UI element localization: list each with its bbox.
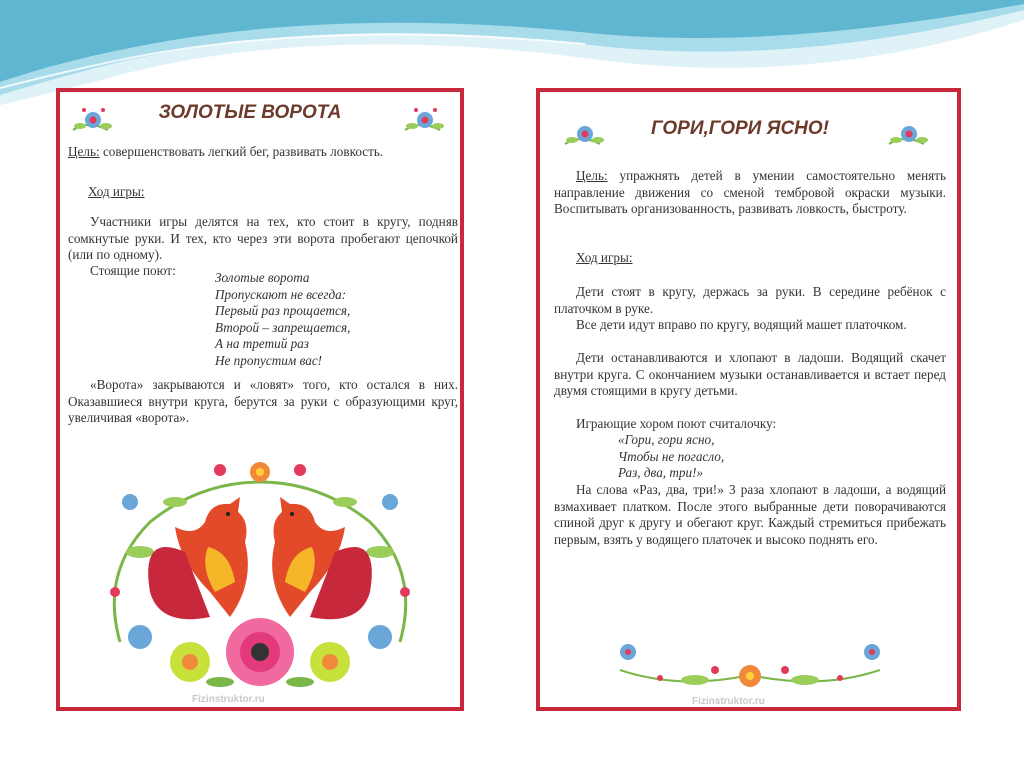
chant-block	[618, 432, 724, 482]
chant-intro: Играющие хором поют считалочку:	[576, 416, 777, 431]
poem-line: Первый раз прощается,	[215, 303, 351, 318]
rules-paragraph-1: Дети стоят в кругу, держась за руки. В середине ребёнок с платочком в руке.	[554, 284, 946, 316]
course-label: Ход игры:	[576, 250, 633, 265]
flower-ornament-icon	[560, 114, 610, 156]
poem-line: Золотые ворота	[215, 270, 310, 285]
game-title: ЗОЛОТЫЕ ВОРОТА	[158, 102, 342, 123]
rules-paragraph-3: Дети останавливаются и хлопают в ладоши. Водящий скачет внутри круга. С окончанием музыки останавливается и встает перед двумя стоящими в кругу детьми.	[554, 350, 946, 398]
course-label: Ход игры:	[88, 184, 145, 199]
poem-line: Не пропустим вас!	[215, 352, 323, 368]
watermark: Fizinstruktor.ru	[692, 696, 765, 707]
watermark: Fizinstruktor.ru	[192, 694, 265, 705]
game-title: ГОРИ,ГОРИ ЯСНО!	[650, 118, 829, 139]
flower-border-ornament	[600, 630, 900, 700]
goal-label: Цель:	[68, 144, 100, 159]
goal-paragraph	[68, 144, 458, 161]
poem-line: А на третий раз	[215, 336, 309, 351]
chant-line: Раз, два, три!»	[618, 465, 704, 480]
goal-text: совершенствовать легкий бег, развивать ловкость.	[102, 144, 384, 159]
chant-line: Чтобы не погасло,	[618, 448, 725, 464]
rules-paragraph: Участники игры делятся на тех, кто стоит в кругу, подняв сомкнутые руки. И тех, кто через эти ворота пробегают цепочкой (или по одному).	[68, 214, 458, 262]
right-game-card	[536, 88, 961, 711]
final-paragraph: На слова «Раз, два, три!» 3 раза хлопают в ладоши, а водящий взмахивает платком. После этого выбранные дети поворачиваются спиной друг к другу и обегают круг. Каждый стремиться прибежать первым, взять у водящего платочек и высоко поднять его.	[554, 482, 946, 547]
poem-line: Пропускают не всегда:	[215, 286, 347, 302]
poem-block	[215, 270, 350, 369]
goal-paragraph	[554, 168, 946, 218]
flower-ornament-icon	[400, 100, 450, 142]
chant-line: «Гори, гори ясно,	[618, 432, 715, 447]
left-game-card	[56, 88, 464, 711]
rules-paragraph-2: Все дети идут вправо по кругу, водящий машет платочком.	[576, 317, 907, 332]
roosters-illustration	[80, 442, 440, 692]
flower-ornament-icon	[68, 100, 118, 142]
singing-intro: Стоящие поют:	[90, 263, 176, 278]
goal-text: упражнять детей в умении самостоятельно менять направление движения со сменой тембровой окраски музыки. Воспитывать организованность, развивать ловкость, быстроту.	[554, 168, 947, 216]
flower-ornament-icon	[884, 114, 934, 156]
goal-label: Цель:	[576, 168, 608, 183]
closing-paragraph: «Ворота» закрываются и «ловят» того, кто остался в них. Оказавшиеся внутри круга, берутся за руки с образующими круг, увеличивая «ворота».	[68, 377, 458, 425]
poem-line: Второй – запрещается,	[215, 319, 351, 335]
